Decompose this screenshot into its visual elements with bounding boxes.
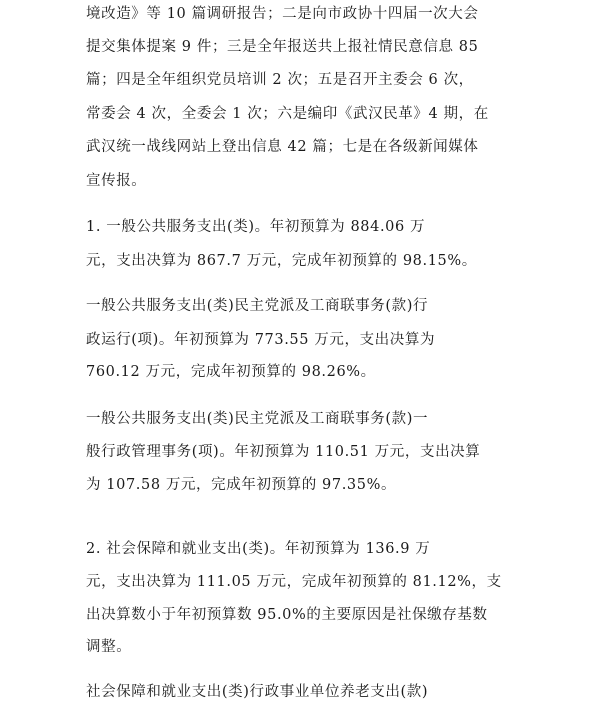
text-line: 提交集体提案 9 件；三是全年报送共上报社情民意信息 85: [86, 39, 479, 55]
text-line: 2. 社会保障和就业支出(类)。年初预算为 136.9 万: [86, 541, 431, 557]
text-line: 社会保障和就业支出(类)行政事业单位养老支出(款): [86, 684, 429, 700]
text-line: 调整。: [86, 639, 132, 655]
text-line: 常委会 4 次，全委会 1 次；六是编印《武汉民革》4 期，在: [86, 106, 489, 122]
text-line: 般行政管理事务(项)。年初预算为 110.51 万元，支出决算: [86, 444, 481, 460]
text-line: 武汉统一战线网站上登出信息 42 篇；七是在各级新闻媒体: [86, 139, 479, 155]
text-line: 篇；四是全年组织党员培训 2 次；五是召开主委会 6 次，: [86, 72, 474, 88]
text-line: 一般公共服务支出(类)民主党派及工商联事务(款)行: [86, 298, 429, 314]
text-line: 境改造》等 10 篇调研报告；二是向市政协十四届一次大会: [86, 6, 479, 22]
text-line: 为 107.58 万元，完成年初预算的 97.35%。: [86, 477, 397, 493]
text-line: 元，支出决算为 111.05 万元，完成年初预算的 81.12%，支: [86, 574, 502, 590]
text-line: 元，支出决算为 867.7 万元，完成年初预算的 98.15%。: [86, 253, 477, 269]
text-line: 出决算数小于年初预算数 95.0%的主要原因是社保缴存基数: [86, 607, 488, 623]
text-line: 政运行(项)。年初预算为 773.55 万元，支出决算为: [86, 332, 436, 348]
text-line: 760.12 万元，完成年初预算的 98.26%。: [86, 364, 376, 380]
text-line: 一般公共服务支出(类)民主党派及工商联事务(款)一: [86, 411, 429, 427]
text-line: 1. 一般公共服务支出(类)。年初预算为 884.06 万: [86, 219, 426, 235]
text-line: 宣传报。: [86, 173, 147, 189]
